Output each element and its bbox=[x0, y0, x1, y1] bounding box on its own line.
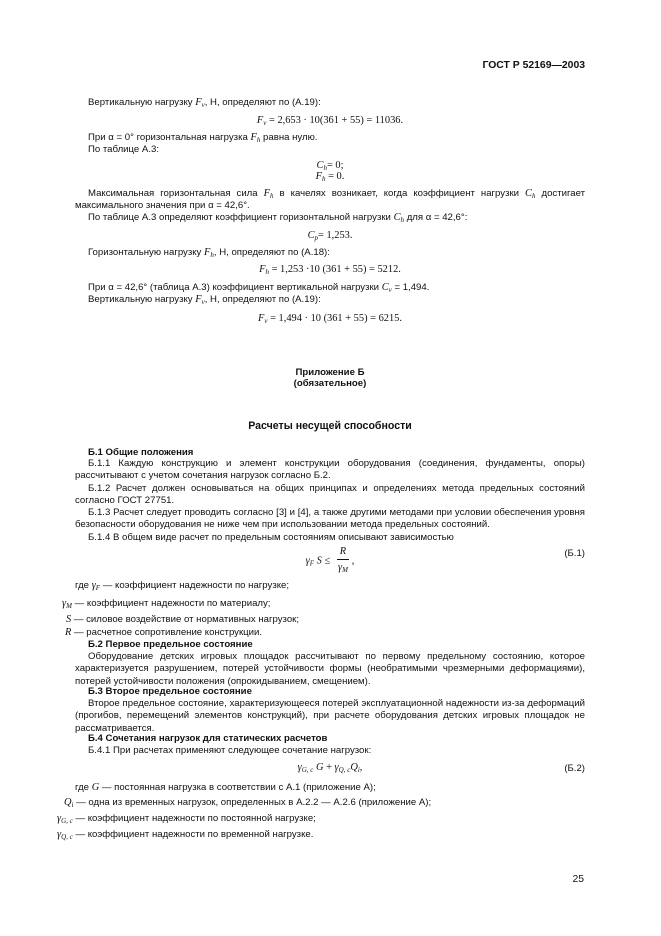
equation: $F_v = 2,653 \cdot 10(361 + 55) = 11036$. bbox=[256, 115, 404, 127]
equation: $C_p= 1,253$. bbox=[307, 230, 353, 242]
text-line: При α = 42,6° (таблица А.3) коэффициент вертикальной нагрузки $C_v = 1,494$. bbox=[88, 282, 430, 294]
text-line: По таблице А.3 определяют коэффициент горизонтальной нагрузки $C_h$ для α = 42,6°: bbox=[88, 212, 468, 224]
section-title: Б.1 Общие положения bbox=[88, 447, 194, 458]
text-line: По таблице А.3: bbox=[88, 144, 159, 155]
text-line: Горизонтальную нагрузку $F_h$, Н, определяют по (А.18): bbox=[88, 247, 330, 259]
equation-number: (Б.1) bbox=[564, 548, 585, 559]
section-title: Б.4 Сочетания нагрузок для статических расчетов bbox=[88, 733, 328, 744]
text-line: Б.4.1 При расчетах применяют следующее сочетание нагрузок: bbox=[88, 745, 372, 756]
appendix-title: Приложение Б bbox=[295, 367, 365, 378]
paragraph: Второе предельное состояние, характеризующееся потерей эксплуатационной надежности из-за деформаций (прогибов, перемещений элементов конструкций), при расчете оборудования детских игровых площадок не рассматривается. bbox=[75, 698, 585, 734]
text-line: Б.1.4 В общем виде расчет по предельным состояниям описывают зависимостью bbox=[88, 532, 454, 543]
paragraph: Б.1.3 Расчет следует проводить согласно [3] и [4], а также другими методами при условии обеспечения уровня безопасности оборудования не ниже чем при использовании метода предельных состояний. bbox=[75, 507, 585, 531]
document-code: ГОСТ Р 52169—2003 bbox=[482, 60, 585, 71]
definition: $\gamma_{Q, c}$ — коэффициент надежности по временной нагрузке. bbox=[57, 829, 314, 841]
section-title: Б.3 Второе предельное состояние bbox=[88, 686, 252, 697]
definition: $\gamma_M$ — коэффициент надежности по материалу; bbox=[62, 598, 271, 610]
equation: $F_h = 0$. bbox=[315, 171, 345, 183]
definition: S — силовое воздействие от нормативных нагрузок; bbox=[66, 614, 300, 625]
equation-number: (Б.2) bbox=[564, 763, 585, 774]
definition: где $\gamma_F$ — коэффициент надежности по нагрузке; bbox=[75, 580, 290, 592]
text-line: Максимальная горизонтальная сила $F_h$ в качелях возникает, когда коэффициент нагрузки $C_h$ достигает bbox=[88, 188, 585, 200]
paragraph: Оборудование детских игровых площадок рассчитывают по первому предельному состоянию, которое характеризуется разрушением, потерей устойчивости формы (необратимыми чрезмерными деформациями), потерей устойчивости положения (опрокидыванием, смещением). bbox=[75, 651, 585, 687]
equation: $C_h= 0$; bbox=[316, 160, 344, 172]
equation-b2: $\gamma_{G, c}$ $G + \gamma_{Q, c}Q_i$, bbox=[297, 762, 363, 774]
definition: $Q_i$ — одна из временных нагрузок, определенных в А.2.2 — А.2.6 (приложение А); bbox=[64, 797, 432, 809]
appendix-status: (обязательное) bbox=[293, 378, 367, 389]
text-line: Вертикальную нагрузку $F_v$, Н, определяют по (А.19): bbox=[88, 294, 321, 306]
section-title: Б.2 Первое предельное состояние bbox=[88, 639, 253, 650]
definition: где G — постоянная нагрузка в соответствии с А.1 (приложение А); bbox=[75, 782, 376, 793]
text-line: Вертикальную нагрузку $F_v$, Н, определяют по (А.19): bbox=[88, 97, 321, 109]
definition: $\gamma_{G, c}$ — коэффициент надежности по постоянной нагрузке; bbox=[57, 813, 316, 825]
equation-b1: $\gamma_F$ S ≤ $\frac{R}{\gamma_M}$ , bbox=[305, 546, 355, 574]
definition: R — расчетное сопротивление конструкции. bbox=[65, 627, 263, 638]
appendix-heading: Расчеты несущей способности bbox=[248, 420, 412, 432]
paragraph: Б.1.2 Расчет должен основываться на общих принципах и определениях метода предельных состояний согласно ГОСТ 27751. bbox=[75, 483, 585, 507]
text-line: максимального значения при α = 42,6°. bbox=[75, 200, 250, 211]
text-line: При α = 0° горизонтальная нагрузка $F_h$ равна нулю. bbox=[88, 132, 318, 144]
equation: $F_h = 1,253 \cdot 10$ (361 + 55) = 5212. bbox=[259, 264, 401, 276]
page-number: 25 bbox=[572, 874, 584, 885]
equation: $F_v = 1,494 \cdot 10$ (361 + 55) = 6215. bbox=[258, 313, 402, 325]
paragraph: Б.1.1 Каждую конструкцию и элемент конструкции оборудования (соединения, фундаменты, опоры) рассчитывают с учетом сочетания нагрузок согласно Б.2. bbox=[75, 458, 585, 482]
